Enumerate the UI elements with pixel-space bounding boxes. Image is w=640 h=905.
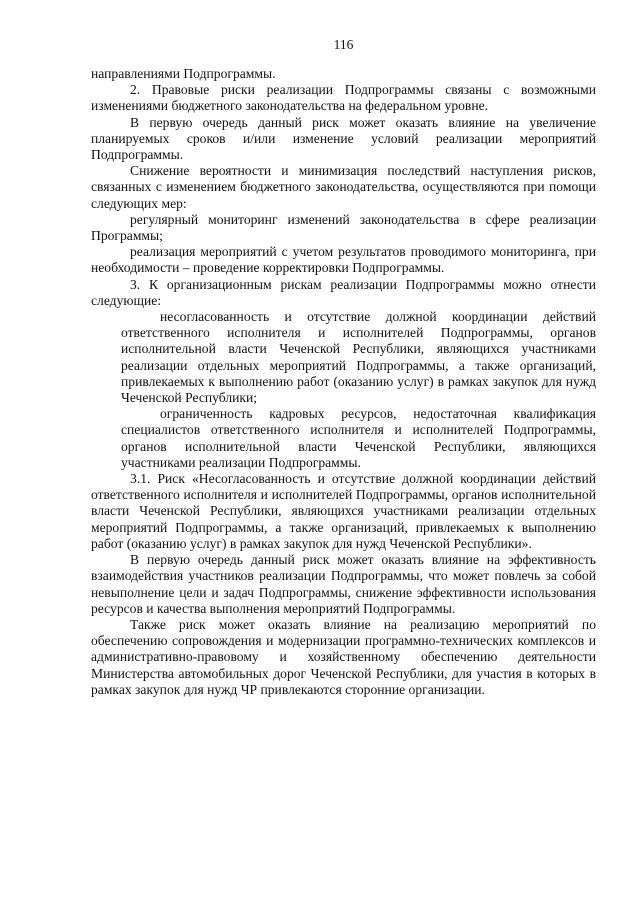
paragraph-risk-effectiveness: В первую очередь данный риск может оказать влияние на эффективность взаимодействия участников реализации Подпрограммы, что может повлечь за собой невыполнение цели и задач Подпрограммы, снижение эффективности использования ресурсов и качества выполнения мероприятий Подпрограммы.: [91, 552, 596, 616]
paragraph-risk-personnel: ограниченность кадровых ресурсов, недостаточная квалификация специалистов ответственного исполнителя и исполнителей Подпрограммы, органов исполнительной власти Чеченской Республики, являющихся участниками реализации Подпрограммы.: [121, 406, 596, 470]
paragraph-risk-mitigation: Снижение вероятности и минимизация последствий наступления рисков, связанных с изменением бюджетного законодательства, осуществляются при помощи следующих мер:: [91, 163, 596, 211]
paragraph-risk-3-1: 3.1. Риск «Несогласованность и отсутствие должной координации действий ответственного исполнителя и исполнителей Подпрограммы, органов исполнительной власти Чеченской Республики, являющихся участниками реализации отдельных мероприятий Подпрограммы, а также организаций, привлекаемых к выполнению работ (оказанию услуг) в рамках закупок для нужд Чеченской Республики».: [91, 471, 596, 551]
paragraph-organizational-risks: 3. К организационным рискам реализации Подпрограммы можно отнести следующие:: [91, 276, 596, 308]
paragraph-risk-support: Также риск может оказать влияние на реализацию мероприятий по обеспечению сопровождения и модернизации программно-технических комплексов и административно-правовому и хозяйственному обеспечению деятельности Министерства автомобильных дорог Чеченской Республики, для участия в которых в рамках закупок для нужд ЧР привлекаются сторонние организации.: [91, 616, 596, 697]
paragraph-risk-coordination: несогласованность и отсутствие должной координации действий ответственного исполнителя и исполнителей Подпрограммы, органов исполнительной власти Чеченской Республики, являющихся участниками реализации отдельных мероприятий Подпрограммы, а также организаций, привлекаемых к выполнению работ (оказанию услуг) в рамках закупок для нужд Чеченской Республики;: [121, 309, 596, 406]
page-number: 116: [333, 37, 354, 52]
document-body: [91, 66, 596, 698]
paragraph-continuation: направлениями Подпрограммы.: [91, 66, 276, 81]
paragraph-measure-implementation: реализация мероприятий с учетом результатов проводимого мониторинга, при необходимости – проведение корректировки Подпрограммы.: [91, 244, 596, 276]
paragraph-legal-risks: 2. Правовые риски реализации Подпрограммы связаны с возможными изменениями бюджетного законодательства на федеральном уровне.: [91, 82, 596, 114]
paragraph-measure-monitoring: регулярный мониторинг изменений законодательства в сфере реализации Программы;: [91, 211, 596, 244]
paragraph-risk-impact: В первую очередь данный риск может оказать влияние на увеличение планируемых сроков и/или изменение условий реализации мероприятий Подпрограммы.: [91, 114, 596, 163]
